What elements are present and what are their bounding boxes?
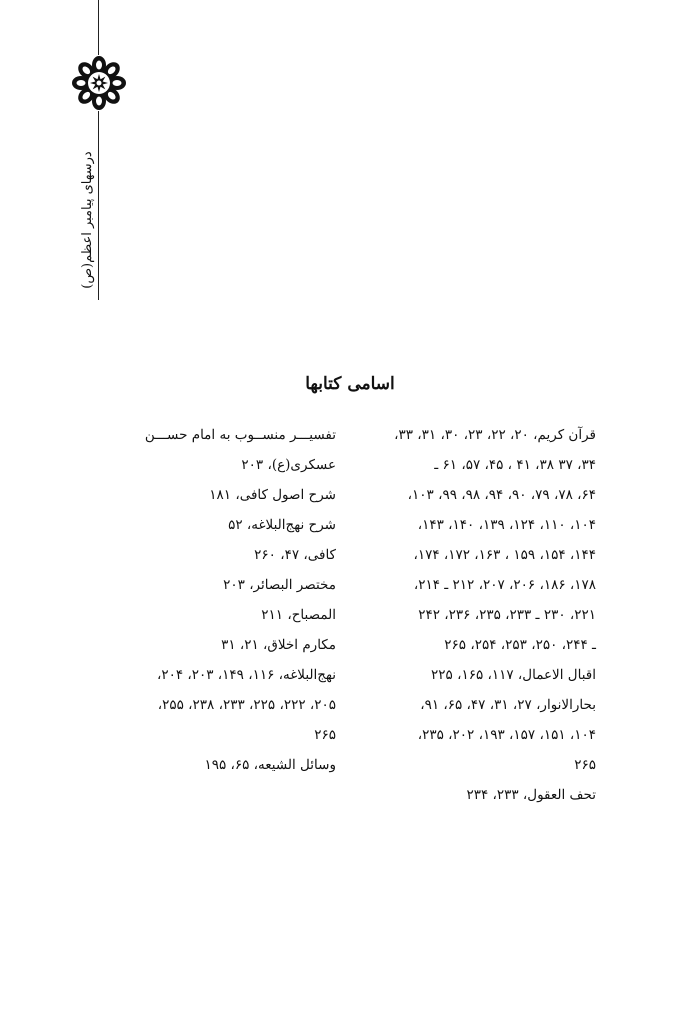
index-line: المصباح، ۲۱۱ — [261, 607, 336, 623]
index-line: عسکری(ع)، ۲۰۳ — [241, 457, 336, 473]
index-line: تفسیـــر منســوب به امام حســـن — [144, 427, 336, 443]
index-line: ۳۴، ۳۷ ۳۸، ۴۱ ، ۴۵، ۵۷، ۶۱ ـ — [434, 457, 596, 473]
index-line: تحف العقول، ۲۳۳، ۲۳۴ — [466, 787, 596, 803]
index-line: ۲۶۵ — [574, 757, 596, 773]
index-line: ـ ۲۴۴، ۲۵۰، ۲۵۳، ۲۵۴، ۲۶۵ — [444, 637, 596, 653]
index-line: ۱۰۴، ۱۵۱، ۱۵۷، ۱۹۳، ۲۰۲، ۲۳۵، — [417, 727, 596, 743]
index-line: ۱۷۸، ۱۸۶، ۲۰۶، ۲۰۷، ۲۱۲ ـ ۲۱۴، — [413, 577, 596, 593]
index-line: ۲۰۵، ۲۲۲، ۲۲۵، ۲۳۳، ۲۳۸، ۲۵۵، — [157, 697, 336, 713]
index-line: ۱۰۴، ۱۱۰، ۱۲۴، ۱۳۹، ۱۴۰، ۱۴۳، — [417, 517, 596, 533]
floral-ornament-icon — [71, 55, 127, 111]
index-line: ۱۴۴، ۱۵۴، ۱۵۹ ، ۱۶۳، ۱۷۲، ۱۷۴، — [413, 547, 596, 563]
index-line: وسائل الشیعه، ۶۵، ۱۹۵ — [204, 757, 336, 773]
index-column-right — [370, 420, 596, 810]
book-title-vertical: درسهای پیامبر اعظم(ص) — [80, 151, 95, 289]
index-column-left — [120, 420, 336, 780]
index-line: نهج‌البلاغه، ۱۱۶، ۱۴۹، ۲۰۳، ۲۰۴، — [156, 667, 336, 683]
index-line: ۲۶۵ — [314, 727, 336, 743]
index-line: شرح اصول کافی، ۱۸۱ — [209, 487, 336, 503]
index-line: ۲۲۱، ۲۳۰ ـ ۲۳۳، ۲۳۵، ۲۳۶، ۲۴۲ — [418, 607, 596, 623]
index-line: ۶۴، ۷۸، ۷۹، ۹۰، ۹۴، ۹۸، ۹۹، ۱۰۳، — [407, 487, 596, 503]
index-line: مکارم اخلاق، ۲۱، ۳۱ — [221, 637, 336, 653]
index-line: مختصر البصائر، ۲۰۳ — [223, 577, 336, 593]
page-title: اسامی کتابها — [305, 374, 395, 394]
index-line: قرآن کریم، ۲۰، ۲۲، ۲۳، ۳۰، ۳۱، ۳۳، — [394, 427, 596, 443]
index-line: کافی، ۴۷، ۲۶۰ — [254, 547, 336, 563]
index-line: شرح نهج‌البلاغه، ۵۲ — [228, 517, 336, 533]
index-line: بحارالانوار، ۲۷، ۳۱، ۴۷، ۶۵، ۹۱، — [420, 697, 596, 713]
index-line: اقبال الاعمال، ۱۱۷، ۱۶۵، ۲۲۵ — [431, 667, 596, 683]
